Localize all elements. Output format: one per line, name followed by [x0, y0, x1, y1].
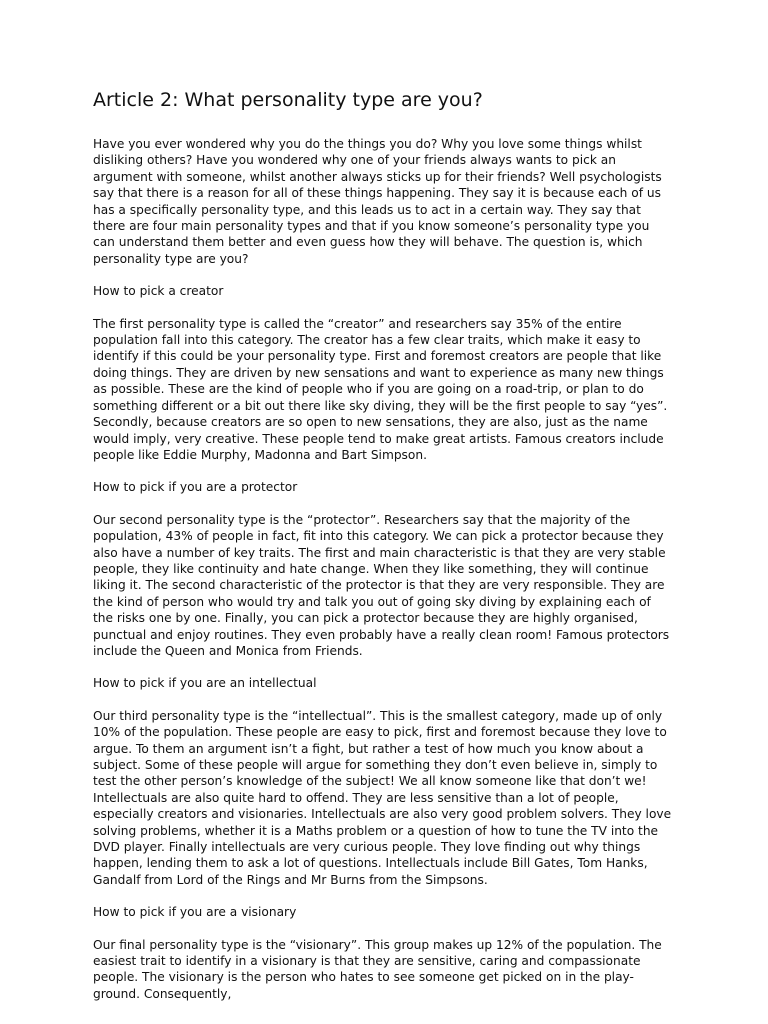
intro-paragraph: Have you ever wondered why you do the things you do? Why you love some things whilst disliking others? Have you wondered why one of your friends always wants to pick an argument with someone, whilst another always sticks up for their friends? Well psychologists say that there is a reason for all of these things happening. They say it is because each of us has a specifically personality type, and this leads us to act in a certain way. They say that there are four main personality types and that if you know someone’s personality type you can understand them better and even guess how they will behave. The question is, which personality type are you?: [93, 137, 662, 266]
article-title: Article 2: What personality type are you?: [93, 89, 483, 111]
intellectual-paragraph: Our third personality type is the “intellectual”. This is the smallest category, made up of only 10% of the population. These people are easy to pick, first and foremost because they love to argue. To them an argument isn’t a fight, but rather a test of how much you know about a subject. Some of these people will argue for something they don’t even believe in, simply to test the other person’s knowledge of the subject! We all know someone like that don’t we! Intellectuals are also quite hard to offend. They are less sensitive than a lot of people, especially creators and visionaries. Intellectuals are also very good problem solvers. They love solving problems, whether it is a Maths problem or a question of how to tune the TV into the DVD player. Finally intellectuals are very curious people. They love finding out why things happen, lending them to ask a lot of questions. Intellectuals include Bill Gates, Tom Hanks, Gandalf from Lord of the Rings and Mr Burns from the Simpsons.: [93, 708, 672, 887]
subheading-visionary: How to pick if you are a visionary: [93, 905, 297, 920]
protector-paragraph: Our second personality type is the “protector”. Researchers say that the majority of the population, 43% of people in fact, fit into this category. We can pick a protector because they also have a number of key traits. The first and main characteristic is that they are very stable people, they like continuity and hate change. When they like something, they will continue liking it. The second characteristic of the protector is that they are very responsible. They are the kind of person who would try and talk you out of going sky diving by explaining each of the risks one by one. Finally, you can pick a protector because they are highly organised, punctual and enjoy routines. They even probably have a really clean room! Famous protectors include the Queen and Monica from Friends.: [93, 512, 670, 658]
subheading-creator: How to pick a creator: [93, 284, 224, 299]
visionary-paragraph: Our final personality type is the “visionary”. This group makes up 12% of the population. The easiest trait to identify in a visionary is that they are sensitive, caring and compassionate people. The visionary is the person who hates to see someone get picked on in the play-ground. Consequently,: [93, 937, 662, 1001]
subheading-intellectual: How to pick if you are an intellectual: [93, 676, 317, 691]
subheading-protector: How to pick if you are a protector: [93, 480, 298, 495]
creator-paragraph: The first personality type is called the “creator” and researchers say 35% of the entire population fall into this category. The creator has a few clear traits, which make it easy to identify if this could be your personality type. First and foremost creators are people that like doing things. They are driven by new sensations and want to experience as many new things as possible. These are the kind of people who if you are going on a road-trip, or plan to do something different or a bit out there like sky diving, they will be the first people to say “yes”. Secondly, because creators are so open to new sensations, they are also, just as the name would imply, very creative. These people tend to make great artists. Famous creators include people like Eddie Murphy, Madonna and Bart Simpson.: [93, 316, 668, 462]
